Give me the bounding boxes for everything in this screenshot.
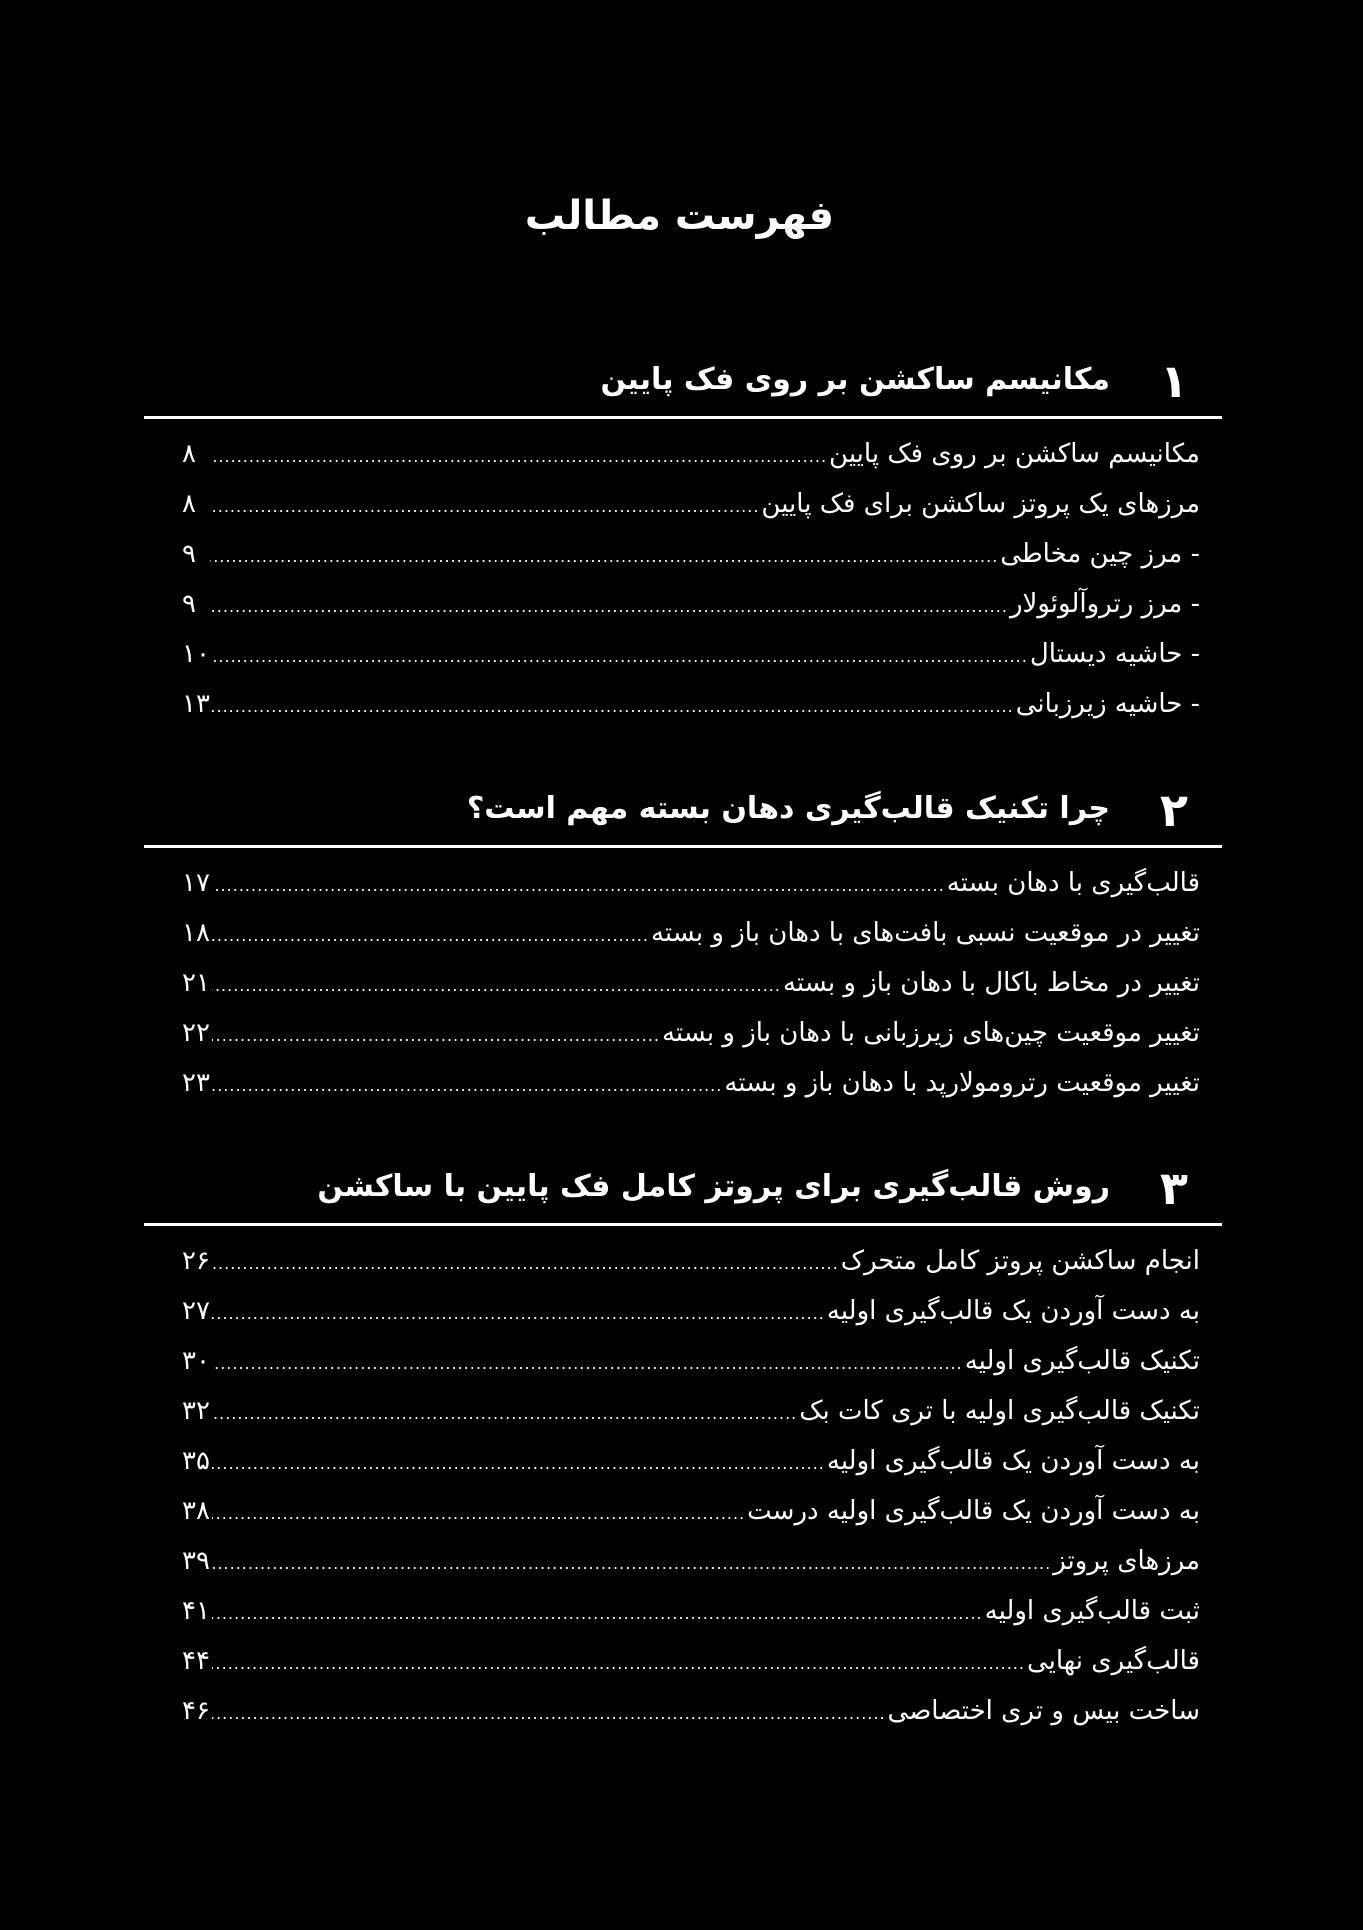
dot-leader	[212, 1239, 839, 1289]
toc-entry[interactable]	[144, 429, 1222, 479]
entry-page-number: ۲۲	[182, 1018, 210, 1048]
toc-entry[interactable]	[144, 579, 1222, 629]
entry-title: مرزهای یک پروتز ساکشن برای فک پایین	[761, 489, 1200, 519]
entry-page-number: ۴۱	[182, 1596, 210, 1626]
toc-entry[interactable]	[144, 1686, 1222, 1736]
entry-page-number: ۱۸	[182, 918, 210, 948]
dot-leader	[212, 961, 781, 1011]
entry-page-number: ۱۳	[182, 689, 210, 719]
entry-title: تغییر موقعیت رترومولارپد با دهان باز و بسته	[724, 1068, 1200, 1098]
entry-title: تکنیک قالب‌گیری اولیه با تری کات بک	[799, 1396, 1200, 1426]
entry-title: قالب‌گیری نهایی	[1026, 1646, 1200, 1676]
chapter-heading	[144, 783, 1222, 848]
dot-leader	[210, 532, 998, 582]
chapter-entries	[144, 1236, 1222, 1736]
entry-page-number: ۲۱	[182, 968, 210, 998]
toc-entry[interactable]	[144, 858, 1222, 908]
entry-title: - مرز چین مخاطی	[1000, 539, 1200, 569]
entry-page-number: ۳۲	[182, 1396, 210, 1426]
dot-leader	[212, 1061, 722, 1111]
entry-page-number: ۹	[182, 539, 196, 569]
entry-page-number: ۳۸	[182, 1496, 210, 1526]
toc-entry[interactable]	[144, 1636, 1222, 1686]
dot-leader	[212, 1539, 1051, 1589]
dot-leader	[212, 1389, 797, 1439]
entry-page-number: ۴۶	[182, 1696, 210, 1726]
dot-leader	[212, 861, 945, 911]
entry-page-number: ۳۵	[182, 1446, 210, 1476]
chapter-1	[144, 354, 1222, 729]
toc-entry[interactable]	[144, 958, 1222, 1008]
entry-page-number: ۸	[182, 489, 196, 519]
entry-title: به دست آوردن یک قالب‌گیری اولیه درست	[747, 1496, 1200, 1526]
toc-entry[interactable]	[144, 908, 1222, 958]
entry-page-number: ۱۰	[182, 639, 210, 669]
entry-title: قالب‌گیری با دهان بسته	[946, 868, 1200, 898]
dot-leader	[210, 482, 759, 532]
toc-entry[interactable]	[144, 1536, 1222, 1586]
dot-leader	[212, 1289, 825, 1339]
toc-entry[interactable]	[144, 1286, 1222, 1336]
chapter-number: ۲	[1159, 783, 1188, 837]
toc-entry[interactable]	[144, 1436, 1222, 1486]
entry-title: تکنیک قالب‌گیری اولیه	[964, 1346, 1200, 1376]
dot-leader	[212, 1011, 660, 1061]
entry-page-number: ۳۹	[182, 1546, 210, 1576]
dot-leader	[212, 1689, 886, 1739]
dot-leader	[212, 1339, 963, 1389]
entry-page-number: ۸	[182, 439, 196, 469]
dot-leader	[210, 582, 1008, 632]
toc-entry[interactable]	[144, 679, 1222, 729]
entry-title: انجام ساکشن پروتز کامل متحرک	[840, 1246, 1200, 1276]
toc-entry[interactable]	[144, 1586, 1222, 1636]
dot-leader	[210, 432, 827, 482]
chapter-2	[144, 783, 1222, 1108]
chapter-number: ۱	[1159, 354, 1188, 408]
toc-entry[interactable]	[144, 1236, 1222, 1286]
entry-page-number: ۹	[182, 589, 196, 619]
entry-page-number: ۲۶	[182, 1246, 210, 1276]
dot-leader	[212, 1439, 825, 1489]
chapter-title: روش قالب‌گیری برای پروتز کامل فک پایین با ساکشن	[317, 1169, 1110, 1204]
chapter-title: چرا تکنیک قالب‌گیری دهان بسته مهم است؟	[466, 791, 1110, 826]
dot-leader	[212, 1639, 1025, 1689]
chapter-heading	[144, 354, 1222, 419]
toc-entry[interactable]	[144, 629, 1222, 679]
dot-leader	[212, 911, 649, 961]
chapter-entries	[144, 858, 1222, 1108]
toc-entry[interactable]	[144, 479, 1222, 529]
page-title: فهرست مطالب	[524, 193, 835, 239]
entry-page-number: ۴۴	[182, 1646, 210, 1676]
dot-leader	[212, 1589, 983, 1639]
entry-page-number: ۱۷	[182, 868, 210, 898]
toc-entry[interactable]	[144, 1386, 1222, 1436]
entry-title: - حاشیه زیرزبانی	[1015, 689, 1200, 719]
entry-page-number: ۲۳	[182, 1068, 210, 1098]
toc-entry[interactable]	[144, 1486, 1222, 1536]
entry-title: ساخت بیس و تری اختصاصی	[887, 1696, 1200, 1726]
entry-title: ثبت قالب‌گیری اولیه	[984, 1596, 1200, 1626]
entry-page-number: ۲۷	[182, 1296, 210, 1326]
chapter-title: مکانیسم ساکشن بر روی فک پایین	[600, 362, 1110, 397]
toc-entry[interactable]	[144, 1336, 1222, 1386]
entry-title: مکانیسم ساکشن بر روی فک پایین	[829, 439, 1200, 469]
entry-title: مرزهای پروتز	[1053, 1546, 1200, 1576]
entry-title: تغییر در مخاط باکال با دهان باز و بسته	[782, 968, 1200, 998]
toc-entry[interactable]	[144, 529, 1222, 579]
dot-leader	[212, 1489, 745, 1539]
entry-title: تغییر در موقعیت نسبی بافت‌های با دهان باز و بسته	[650, 918, 1200, 948]
chapter-3	[144, 1161, 1222, 1736]
toc-entry[interactable]	[144, 1058, 1222, 1108]
toc-entry[interactable]	[144, 1008, 1222, 1058]
dot-leader	[212, 632, 1028, 682]
entry-title: تغییر موقعیت چین‌های زیرزبانی با دهان باز و بسته	[661, 1018, 1200, 1048]
chapter-entries	[144, 429, 1222, 729]
entry-page-number: ۳۰	[182, 1346, 210, 1376]
entry-title: - مرز رتروآلوئولار	[1009, 589, 1200, 619]
chapter-number: ۳	[1159, 1161, 1188, 1215]
entry-title: به دست آوردن یک قالب‌گیری اولیه	[826, 1296, 1200, 1326]
chapter-heading	[144, 1161, 1222, 1226]
dot-leader	[212, 682, 1014, 732]
entry-title: - حاشیه دیستال	[1029, 639, 1200, 669]
entry-title: به دست آوردن یک قالب‌گیری اولیه	[826, 1446, 1200, 1476]
